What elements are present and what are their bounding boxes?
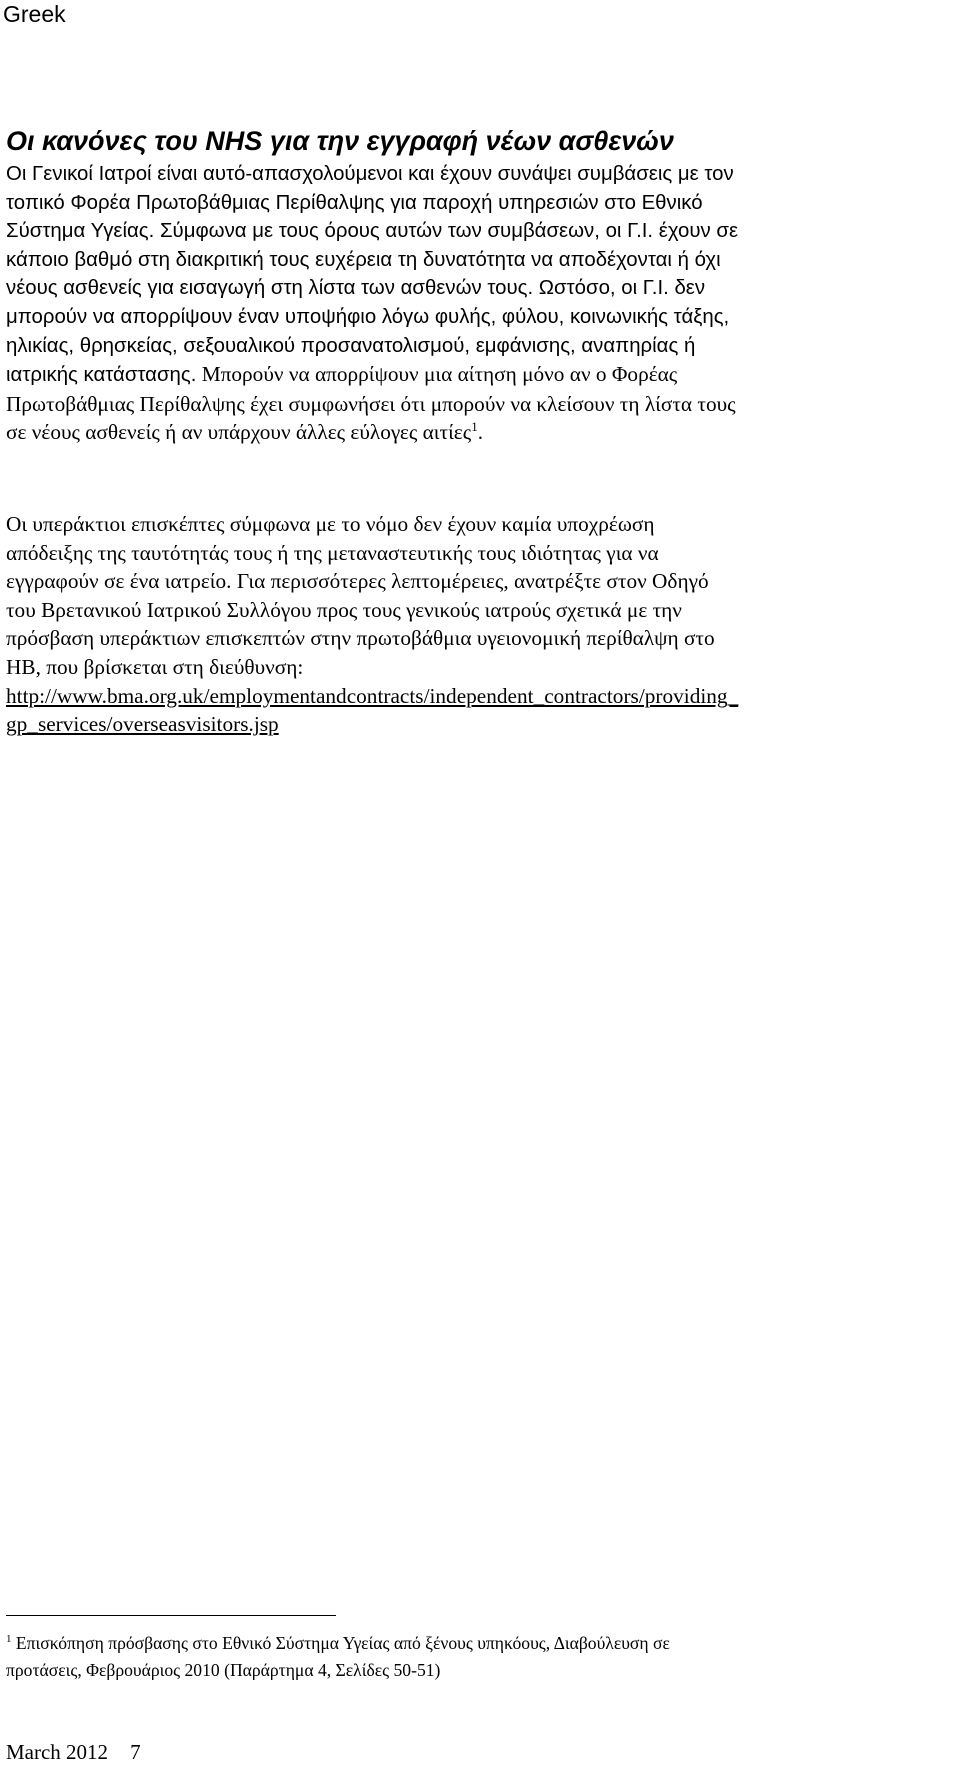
document-language-label: Greek [3,1,66,27]
footnote-text: Επισκόπηση πρόσβασης στο Εθνικό Σύστημα Υγείας από ξένους υπηκόους, Διαβούλευση σε [11,1633,670,1653]
paragraph-line: νέους ασθενείς για εισαγωγή στη λίστα των ασθενών τους. Ωστόσο, οι Γ.Ι. δεν [6,277,706,300]
paragraph-overseas-visitors [6,510,956,739]
paragraph-line: ηλικίας, θρησκείας, σεξουαλικού προσανατολισμού, εμφάνισης, αναπηρίας ή [6,334,696,357]
bma-guidance-link[interactable]: http://www.bma.org.uk/employmentandcontracts/independent_contractors/providing_ [6,683,739,708]
paragraph-line [6,360,956,390]
paragraph-line: μπορούν να απορρίψουν έναν υποψήφιο λόγω φυλής, φύλου, κοινωνικής τάξης, [6,305,730,328]
paragraph-line: πρόσβαση υπεράκτιων επισκεπτών στην πρωτοβάθμια υγειονομική περίθαλψη στο [6,626,715,651]
paragraph-line: Οι Γενικοί Ιατροί είναι αυτό-απασχολούμενοι και έχουν συνάψει συμβάσεις με τον [6,163,734,185]
page-title: Οι κανόνες του NHS για την εγγραφή νέων ασθενών [6,126,674,156]
paragraph-line: εγγραφούν σε ένα ιατρείο. Για περισσότερες λεπτομέρειες, ανατρέξτε στον Οδηγό [6,569,709,594]
paragraph-registration-rules [6,160,956,447]
footnote [6,1630,956,1684]
paragraph-line: απόδειξης της ταυτότητάς τους ή της μεταναστευτικής τους ιδιότητας για να [6,540,659,565]
paragraph-line-segment: Μπορούν να απορρίψουν μια αίτηση μόνο αν ο Φορέας [196,362,678,387]
footnote-line: προτάσεις, Φεβρουάριος 2010 (Παράρτημα 4, Σελίδες 50-51) [6,1660,441,1680]
paragraph-line-end: . [477,420,484,445]
footer-date: March 2012 [6,1740,109,1764]
page-number: 7 [130,1740,141,1764]
footnote-divider [6,1615,336,1616]
paragraph-line: του Βρετανικού Ιατρικού Συλλόγου προς τους γενικούς ιατρούς σχετικά με την [6,597,682,622]
paragraph-line: Οι υπεράκτιοι επισκέπτες σύμφωνα με το νόμο δεν έχουν καμία υποχρέωση [6,512,655,536]
page-footer [6,1738,141,1766]
paragraph-line: κάποιο βαθμό στη διακριτική τους ευχέρεια τη δυνατότητα να αποδέχονται ή όχι [6,248,721,271]
paragraph-line-text: σε νέους ασθενείς ή αν υπάρχουν άλλες εύλογες αιτίες [6,420,472,445]
footnote-line [6,1630,956,1657]
paragraph-line: Πρωτοβάθμιας Περίθαλψης έχει συμφωνήσει ότι μπορούν να κλείσουν τη λίστα τους [6,391,736,416]
paragraph-line: τοπικό Φορέα Πρωτοβάθμιας Περίθαλψης για παροχή υπηρεσιών στο Εθνικό [6,191,703,214]
footnote-reference[interactable]: 1 [471,419,478,435]
paragraph-line: ΗΒ, που βρίσκεται στη διεύθυνση: [6,654,304,679]
paragraph-line-segment: ιατρικής κατάστασης. [6,364,197,387]
bma-guidance-link-continued[interactable]: gp_services/overseasvisitors.jsp [6,712,279,737]
paragraph-line: Σύστημα Υγείας. Σύμφωνα με τους όρους αυτών των συμβάσεων, οι Γ.Ι. έχουν σε [6,220,739,243]
footnote-number: 1 [6,1633,12,1646]
paragraph-line [6,418,956,447]
